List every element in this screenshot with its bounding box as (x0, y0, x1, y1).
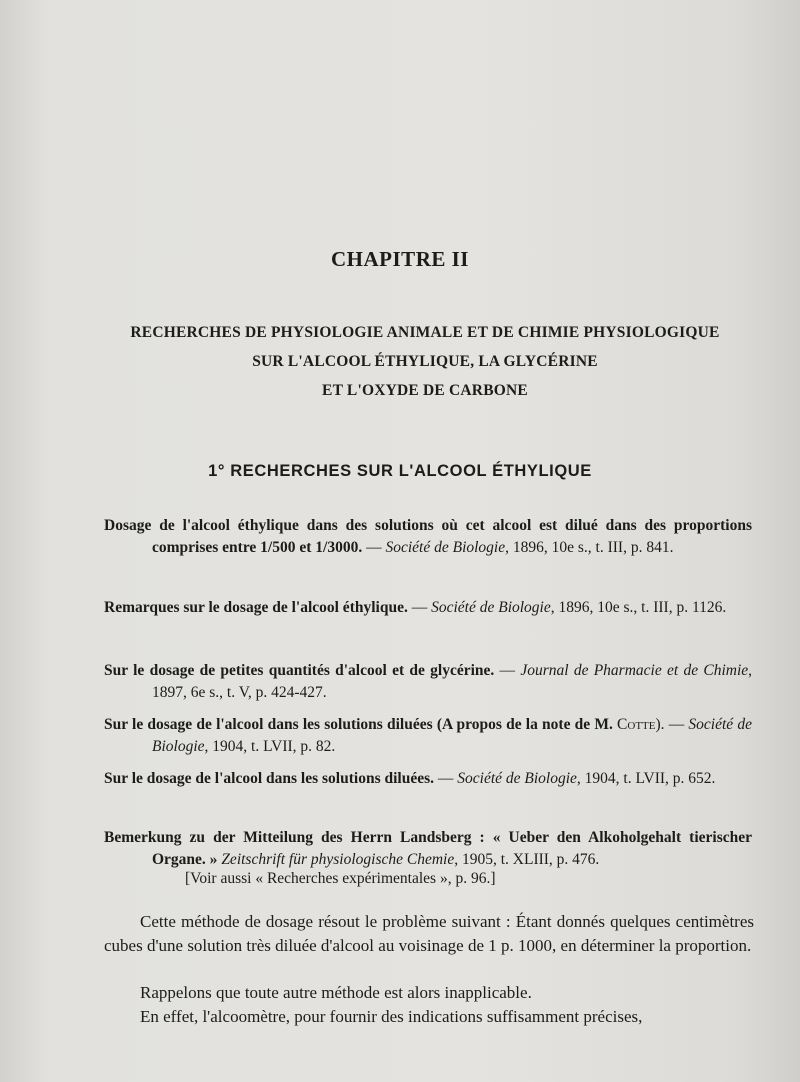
reference-item: Sur le dosage de l'alcool dans les solutions diluées (A propos de la note de M. Cotte). — Société de Biologie, 1904, t. LVII, p. 82. (104, 716, 752, 755)
reference-item: Remarques sur le dosage de l'alcool éthylique. — Société de Biologie, 1896, 10e s., t. III, p. 1126. (104, 599, 727, 616)
reference-title: Sur le dosage de petites quantités d'alcool et de glycérine. (104, 662, 495, 679)
section-title: 1° RECHERCHES SUR L'ALCOOL ÉTHYLIQUE (208, 462, 592, 480)
reference-details: , 1905, t. XLIII, p. 476. (454, 851, 600, 868)
chapter-heading-line-2: SUR L'ALCOOL ÉTHYLIQUE, LA GLYCÉRINE (252, 353, 598, 370)
reference-details: , 1896, 10e s., t. III, p. 841. (505, 539, 674, 556)
reference-journal: Journal de Pharmacie et de Chimie (520, 662, 749, 679)
reference-journal: Société de Biologie (385, 539, 506, 556)
reference-title: Remarques sur le dosage de l'alcool éthylique. (104, 599, 408, 616)
reference-journal: Zeitschrift für physiologische Chemie (221, 851, 455, 868)
reference-journal: Société de Biologie (152, 716, 752, 755)
reference-title: Sur le dosage de l'alcool dans les solutions diluées (A propos de la note de M. (104, 716, 618, 733)
reference-details: , 1897, 6e s., t. V, p. 424-427. (152, 662, 753, 701)
reference-item: Dosage de l'alcool éthylique dans des solutions où cet alcool est dilué dans des proportions comprises entre 1/500 et 1/3000. — Société de Biologie, 1896, 10e s., t. III, p. 841. (104, 517, 752, 556)
reference-item (104, 827, 752, 871)
body-paragraph: Rappelons que toute autre méthode est alors inapplicable. (140, 983, 532, 1002)
chapter-heading-line-1: RECHERCHES DE PHYSIOLOGIE ANIMALE ET DE CHIMIE PHYSIOLOGIQUE (130, 324, 720, 341)
body-paragraph: En effet, l'alcoomètre, pour fournir des indications suffisamment précises, (140, 1007, 643, 1026)
reference-author: Cotte (617, 716, 656, 733)
see-also-note: [Voir aussi « Recherches expérimentales », p. 96.] (185, 870, 496, 887)
chapter-heading-line-3: ET L'OXYDE DE CARBONE (322, 382, 528, 399)
reference-details: , 1904, t. LVII, p. 652. (576, 770, 716, 787)
reference-details: , 1896, 10e s., t. III, p. 1126. (550, 599, 727, 616)
reference-title: Dosage de l'alcool éthylique dans des solutions où cet alcool est dilué dans des proportions comprises entre 1/500 et 1/3000. (104, 517, 752, 556)
reference-item: Sur le dosage de l'alcool dans les solutions diluées. — Société de Biologie, 1904, t. LVII, p. 652. (104, 770, 716, 787)
reference-title: Sur le dosage de l'alcool dans les solutions diluées. (104, 770, 435, 787)
reference-journal: Société de Biologie (431, 599, 551, 616)
reference-journal: Société de Biologie (457, 770, 577, 787)
reference-title: Bemerkung zu der Mitteilung des Herrn Landsberg : « Ueber den Alkoholgehalt tierischer Organe. » (104, 829, 752, 868)
reference-item: Sur le dosage de petites quantités d'alcool et de glycérine. — Journal de Pharmacie et de Chimie, 1897, 6e s., t. V, p. 424-427. (104, 662, 753, 701)
body-paragraph: Cette méthode de dosage résout le problème suivant : Étant donnés quelques centimètres cubes d'une solution très diluée d'alcool au voisinage de 1 p. 1000, en déterminer la proportion. (104, 912, 754, 955)
chapter-heading (110, 318, 740, 405)
chapter-title: CHAPITRE II (331, 247, 469, 271)
reference-details: , 1904, t. LVII, p. 82. (204, 738, 336, 755)
